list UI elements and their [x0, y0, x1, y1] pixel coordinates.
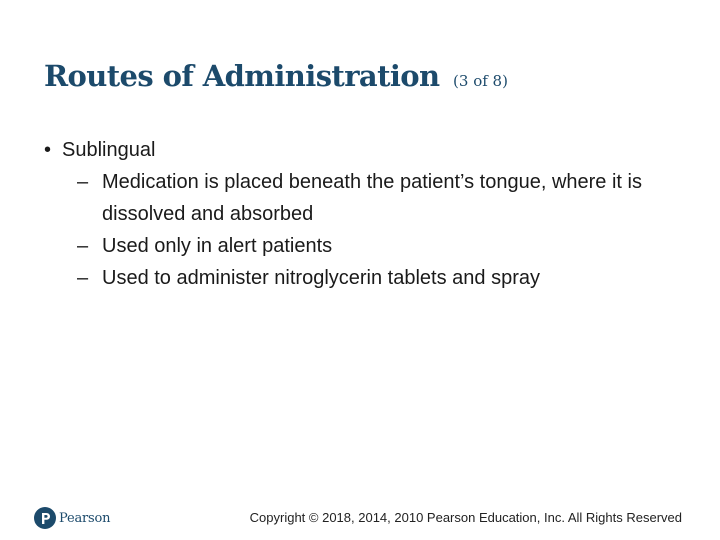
sub-bullet-text: Medication is placed beneath the patient’s tongue, where it is dissolved and absorbed: [102, 171, 642, 225]
slide-title-text: Routes of Administration: [44, 59, 440, 93]
sub-bullet-item: [44, 262, 662, 294]
slide-title: [44, 56, 508, 101]
slide-footer: [34, 504, 686, 532]
sub-bullet-marker: –: [77, 171, 89, 193]
bullet-text: Sublingual: [62, 139, 156, 161]
sub-bullet-text: Used only in alert patients: [102, 235, 333, 257]
copyright-notice: Copyright © 2018, 2014, 2010 Pearson Education, Inc. All Rights Reserved: [249, 510, 682, 525]
sub-bullet-item: [44, 166, 662, 230]
slide-title-suffix: (3 of 8): [453, 72, 508, 90]
sub-bullet-text: Used to administer nitroglycerin tablets and spray: [102, 267, 540, 289]
bullet-list: [44, 134, 684, 294]
logo-text: Pearson: [59, 510, 111, 526]
sub-bullet-item: [44, 230, 662, 262]
sub-bullet-marker: –: [77, 267, 89, 289]
sub-bullet-marker: –: [77, 235, 89, 257]
pearson-logo-icon: [34, 507, 56, 529]
pearson-logo: [34, 504, 110, 532]
bullet-marker: •: [44, 139, 52, 161]
bullet-item: [44, 134, 684, 166]
